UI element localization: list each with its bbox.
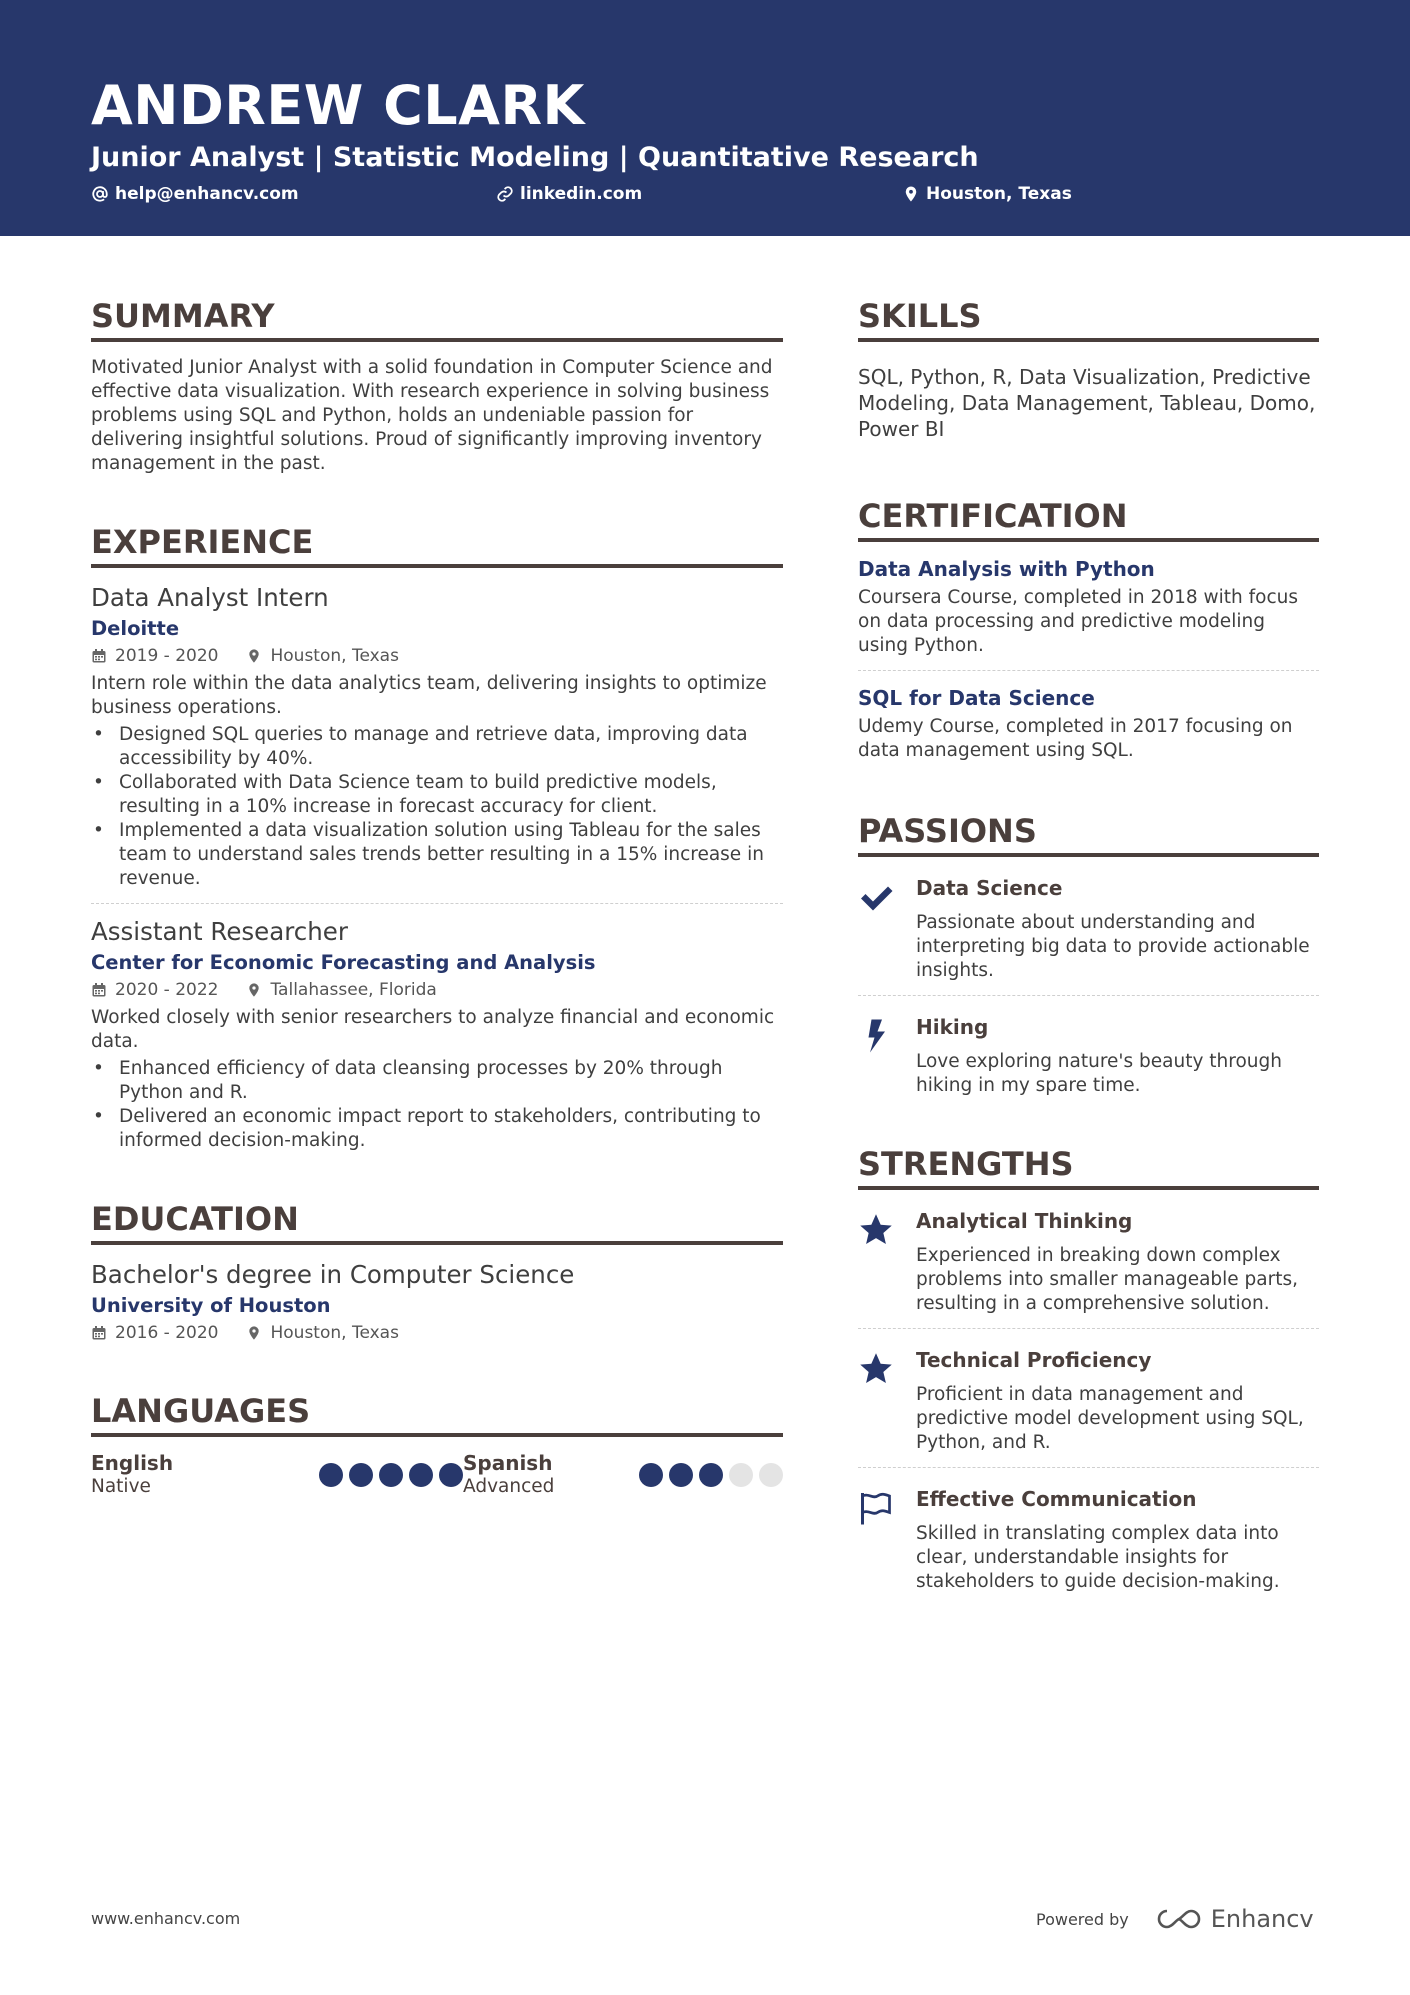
infinity-logo-icon: [1155, 1906, 1203, 1932]
rating-dot-filled: [319, 1463, 343, 1487]
dates-text: 2020 - 2022: [115, 980, 219, 1000]
language-item: [91, 1451, 463, 1499]
candidate-headline: Junior Analyst | Statistic Modeling | Quantitative Research: [91, 142, 979, 173]
job-description: Worked closely with senior researchers to analyze financial and economic data.: [91, 1007, 775, 1052]
company-name: Center for Economic Forecasting and Analysis: [91, 951, 596, 974]
language-rating: [319, 1463, 463, 1487]
linkedin-text: linkedin.com: [520, 184, 643, 204]
languages-section: [91, 1391, 783, 1499]
skills-section: [858, 296, 1319, 442]
section-title: LANGUAGES: [91, 1391, 783, 1437]
strengths-section: [858, 1144, 1319, 1594]
rating-dot-empty: [759, 1463, 783, 1487]
powered-by-text: Powered by: [1036, 1909, 1129, 1929]
map-pin-icon: [246, 648, 262, 664]
calendar-icon: [91, 648, 107, 664]
language-name: English: [91, 1451, 174, 1475]
passion-item: [858, 875, 1319, 983]
strength-description: Experienced in breaking down complex problems into smaller manageable parts, resulting in a comprehensive solution.: [916, 1245, 1299, 1314]
school-name: University of Houston: [91, 1294, 331, 1317]
certification-description: Coursera Course, completed in 2018 with focus on data processing and predictive modeling using Python.: [858, 587, 1298, 656]
strength-item: [858, 1208, 1319, 1316]
rating-dot-filled: [669, 1463, 693, 1487]
check-icon: [858, 879, 894, 915]
section-title: CERTIFICATION: [858, 496, 1319, 542]
location-text: Houston, Texas: [926, 184, 1072, 204]
star-icon: [858, 1351, 894, 1387]
section-title: SUMMARY: [91, 296, 783, 342]
job-title: Data Analyst Intern: [91, 583, 329, 612]
job-dates: [91, 644, 218, 668]
contact-linkedin[interactable]: [496, 184, 642, 204]
certification-section: [858, 496, 1319, 763]
rating-dot-filled: [379, 1463, 403, 1487]
bullet-item: • Collaborated with Data Science team to build predictive models, resulting in a 10% increase in forecast accuracy for client.: [91, 771, 783, 819]
job-description: Intern role within the data analytics team, delivering insights to optimize business operations.: [91, 673, 767, 718]
divider: [858, 1328, 1319, 1329]
job-meta: [91, 978, 783, 1002]
experience-entry: [91, 582, 783, 891]
map-pin-icon: [246, 982, 262, 998]
certification-name: SQL for Data Science: [858, 686, 1095, 710]
strength-item: [858, 1347, 1319, 1455]
star-icon: [858, 1212, 894, 1248]
passion-item: [858, 1014, 1319, 1098]
lightning-icon: [858, 1018, 894, 1054]
experience-entry: [91, 916, 783, 1153]
at-icon: [91, 185, 109, 203]
brand-name: Enhancv: [1210, 1905, 1314, 1933]
dates-text: 2016 - 2020: [115, 1323, 219, 1343]
divider: [91, 903, 783, 904]
certification-item: [858, 685, 1319, 763]
rating-dot-filled: [439, 1463, 463, 1487]
language-name: Spanish: [463, 1451, 553, 1475]
education-location: [246, 1321, 398, 1345]
job-bullets: [91, 1057, 783, 1153]
rating-dot-empty: [729, 1463, 753, 1487]
language-level: Native: [91, 1476, 151, 1497]
contact-email[interactable]: [91, 184, 299, 204]
rating-dot-filled: [699, 1463, 723, 1487]
skills-text: SQL, Python, R, Data Visualization, Predictive Modeling, Data Management, Tableau, Domo, Power BI: [858, 365, 1316, 441]
job-meta: [91, 644, 783, 668]
education-section: [91, 1199, 783, 1345]
company-name: Deloitte: [91, 617, 180, 640]
location-text: Houston, Texas: [270, 1323, 399, 1343]
languages-row: [91, 1451, 783, 1499]
rating-dot-filled: [409, 1463, 433, 1487]
dates-text: 2019 - 2020: [115, 646, 219, 666]
bullet-item: • Delivered an economic impact report to stakeholders, contributing to informed decision-making.: [91, 1105, 783, 1153]
divider: [858, 670, 1319, 671]
strength-title: Effective Communication: [916, 1487, 1197, 1511]
summary-section: [91, 296, 783, 476]
calendar-icon: [91, 1325, 107, 1341]
right-column: [858, 296, 1319, 1594]
section-title: EXPERIENCE: [91, 522, 783, 568]
passion-description: Love exploring nature's beauty through hiking in my spare time.: [916, 1051, 1282, 1096]
bullet-item: • Enhanced efficiency of data cleansing processes by 20% through Python and R.: [91, 1057, 783, 1105]
location-text: Tallahassee, Florida: [270, 980, 437, 1000]
section-title: EDUCATION: [91, 1199, 783, 1245]
footer-url[interactable]: www.enhancv.com: [91, 1909, 241, 1928]
strength-item: [858, 1486, 1319, 1594]
certification-item: [858, 556, 1319, 658]
education-meta: [91, 1321, 783, 1345]
section-title: PASSIONS: [858, 811, 1319, 857]
job-title: Assistant Researcher: [91, 917, 348, 946]
candidate-name: ANDREW CLARK: [91, 74, 585, 137]
passion-title: Data Science: [916, 876, 1063, 900]
powered-by: [1036, 1905, 1314, 1933]
left-column: [91, 296, 783, 1499]
strength-description: Skilled in translating complex data into clear, understandable insights for stakeholders to guide decision-making.: [916, 1523, 1280, 1592]
passions-section: [858, 811, 1319, 1098]
divider: [858, 995, 1319, 996]
education-dates: [91, 1321, 218, 1345]
divider: [858, 1467, 1319, 1468]
rating-dot-filled: [349, 1463, 373, 1487]
language-level: Advanced: [463, 1476, 555, 1497]
map-pin-icon: [902, 185, 920, 203]
passion-title: Hiking: [916, 1015, 989, 1039]
bullet-item: • Implemented a data visualization solution using Tableau for the sales team to understand sales trends better resulting in a 15% increase in revenue.: [91, 819, 783, 891]
experience-section: [91, 522, 783, 1153]
strength-title: Technical Proficiency: [916, 1348, 1152, 1372]
certification-name: Data Analysis with Python: [858, 557, 1155, 581]
language-item: [463, 1451, 783, 1499]
flag-icon: [858, 1490, 894, 1526]
degree-title: Bachelor's degree in Computer Science: [91, 1260, 575, 1289]
section-title: STRENGTHS: [858, 1144, 1319, 1190]
job-location: [246, 978, 436, 1002]
language-rating: [639, 1463, 783, 1487]
resume-header: [0, 0, 1410, 236]
strength-description: Proficient in data management and predictive model development using SQL, Python, and R.: [916, 1384, 1304, 1453]
section-title: SKILLS: [858, 296, 1319, 342]
certification-description: Udemy Course, completed in 2017 focusing on data management using SQL.: [858, 716, 1293, 761]
summary-text: Motivated Junior Analyst with a solid foundation in Computer Science and effective data visualization. With research experience in solving business problems using SQL and Python, holds an undeniable passion for delivering insightful solutions. Proud of significantly improving inventory management in the past.: [91, 357, 773, 474]
calendar-icon: [91, 982, 107, 998]
bullet-item: • Designed SQL queries to manage and retrieve data, improving data accessibility by 40%.: [91, 723, 783, 771]
enhancv-logo[interactable]: [1155, 1905, 1314, 1933]
strength-title: Analytical Thinking: [916, 1209, 1133, 1233]
job-bullets: [91, 723, 783, 891]
email-text: help@enhancv.com: [115, 184, 299, 204]
location-text: Houston, Texas: [270, 646, 399, 666]
link-icon: [496, 185, 514, 203]
job-location: [246, 644, 398, 668]
map-pin-icon: [246, 1325, 262, 1341]
rating-dot-filled: [639, 1463, 663, 1487]
job-dates: [91, 978, 218, 1002]
passion-description: Passionate about understanding and interpreting big data to provide actionable insights.: [916, 912, 1310, 981]
contact-location: [902, 184, 1072, 204]
